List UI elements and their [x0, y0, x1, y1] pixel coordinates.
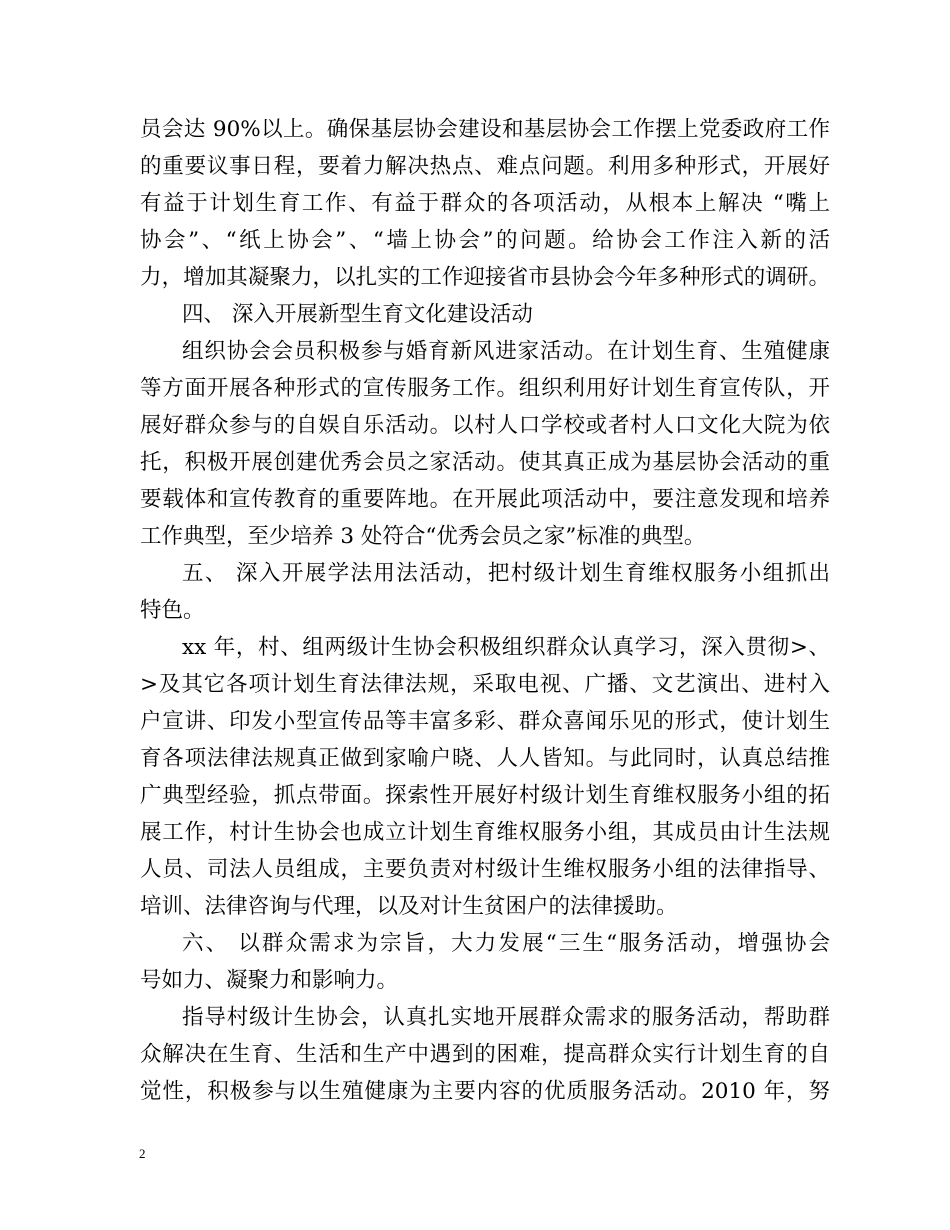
page-number: 2 — [139, 1146, 146, 1161]
section-heading: 六、 以群众需求为宗旨，大力发展“三生“服务活动，增强协会 — [182, 931, 830, 956]
text-line: 广典型经验，抓点带面。探索性开展好村级计划生育维权服务小组的拓 — [140, 783, 830, 808]
text-line: 培训、法律咨询与代理，以及对计生贫困户的法律援助。 — [140, 894, 678, 919]
text-line: 工作典型，至少培养 3 处符合“优秀会员之家”标准的典型。 — [140, 524, 706, 549]
section-heading: 四、 深入开展新型生育文化建设活动 — [182, 302, 533, 327]
text-line: 要载体和宣传教育的重要阵地。在开展此项活动中，要注意发现和培养 — [140, 487, 830, 512]
text-line: 员会达 90%以上。确保基层协会建设和基层协会工作摆上党委政府工作 — [140, 117, 830, 142]
text-line: 力，增加其凝聚力，以扎实的工作迎接省市县协会今年多种形式的调研。 — [140, 265, 830, 290]
text-line: 指导村级计生协会，认真扎实地开展群众需求的服务活动，帮助群 — [182, 1005, 830, 1030]
text-line: 户宣讲、印发小型宣传品等丰富多彩、群众喜闻乐见的形式，使计划生 — [140, 709, 830, 734]
text-line: 展工作，村计生协会也成立计划生育维权服务小组，其成员由计生法规 — [140, 820, 830, 845]
section-heading-continued: 特色。 — [140, 598, 205, 623]
text-line: 觉性，积极参与以生殖健康为主要内容的优质服务活动。2010 年，努 — [140, 1079, 830, 1104]
text-line: 托，积极开展创建优秀会员之家活动。使其真正成为基层协会活动的重 — [140, 450, 830, 475]
text-line: 人员、司法人员组成，主要负责对村级计生维权服务小组的法律指导、 — [140, 857, 830, 882]
text-line: xx 年，村、组两级计生协会积极组织群众认真学习，深入贯彻>、 — [182, 635, 830, 660]
section-heading: 五、 深入开展学法用法活动，把村级计划生育维权服务小组抓出 — [182, 561, 830, 586]
text-line: >及其它各项计划生育法律法规，采取电视、广播、文艺演出、进村入 — [140, 672, 830, 697]
text-line: 的重要议事日程，要着力解决热点、难点问题。利用多种形式，开展好 — [140, 154, 830, 179]
text-line: 展好群众参与的自娱自乐活动。以村人口学校或者村人口文化大院为依 — [140, 413, 830, 438]
text-line: 协会”、“纸上协会”、“墙上协会”的问题。给协会工作注入新的活 — [140, 228, 830, 253]
text-line: 组织协会会员积极参与婚育新风进家活动。在计划生育、生殖健康 — [182, 339, 830, 364]
text-line: 有益于计划生育工作、有益于群众的各项活动，从根本上解决 “嘴上 — [140, 191, 830, 216]
text-line: 育各项法律法规真正做到家喻户晓、人人皆知。与此同时，认真总结推 — [140, 746, 830, 771]
text-line: 众解决在生育、生活和生产中遇到的困难，提高群众实行计划生育的自 — [140, 1042, 830, 1067]
section-heading-continued: 号如力、凝聚力和影响力。 — [140, 968, 399, 993]
text-line: 等方面开展各种形式的宣传服务工作。组织利用好计划生育宣传队，开 — [140, 376, 830, 401]
